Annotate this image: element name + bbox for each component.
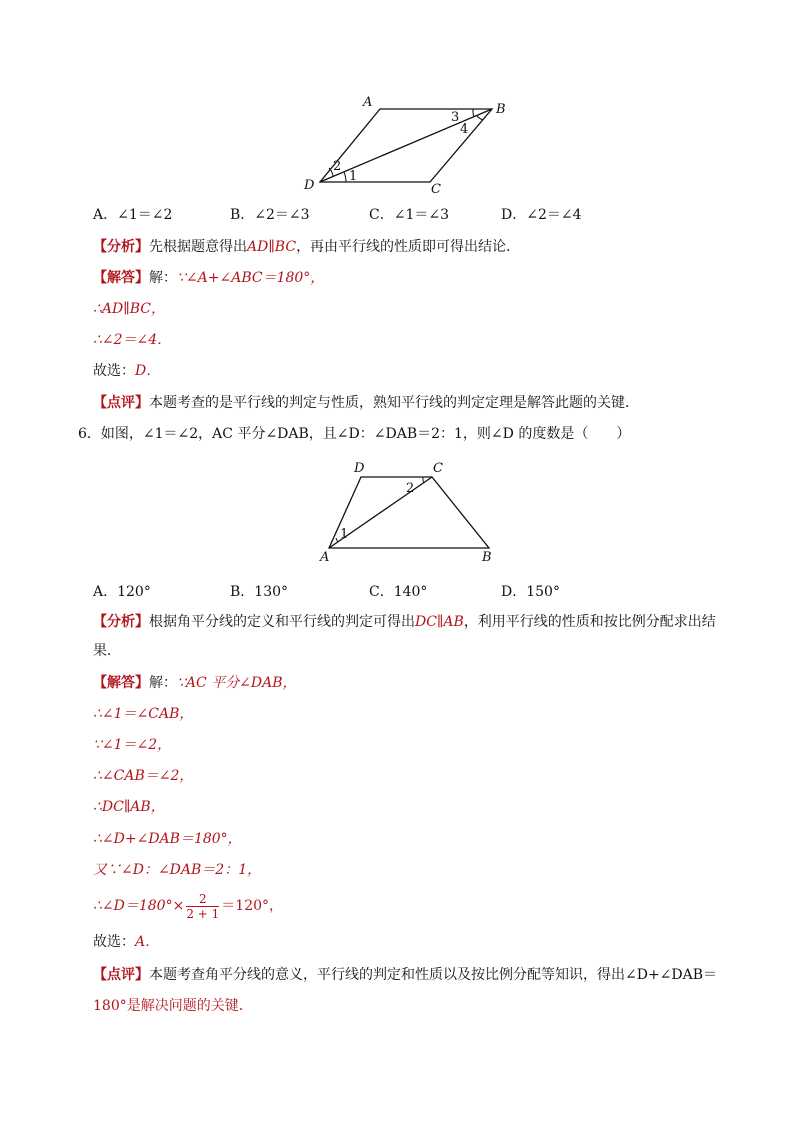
q5-choice-val: D． — [135, 363, 161, 379]
q6-answer-tag: 【解答】 — [93, 675, 149, 691]
q5-answer-tag: 【解答】 — [93, 270, 149, 286]
q5-answer-pre: 解： — [149, 270, 177, 286]
label-angle-2-q6: 2 — [406, 481, 415, 496]
q6-comment-tag: 【点评】 — [93, 967, 149, 983]
q6-question: 6．如图，∠1＝∠2，AC 平分∠DAB，且∠D：∠DAB＝2：1，则∠D 的度数是（ ） — [78, 426, 631, 442]
q6-calc-fraction — [186, 892, 219, 921]
angle-arc-1-q6 — [336, 538, 338, 542]
q6-choice-c: C．140° — [369, 584, 428, 600]
q6-analysis-pre: 根据角平分线的定义和平行线的判定可得出 — [149, 614, 415, 630]
q6-answer-pre: 解： — [149, 675, 177, 691]
q6-calc-num: 2 — [186, 892, 219, 907]
q6-answer-line: ∴∠CAB＝∠2， — [93, 768, 194, 784]
label-a: A — [363, 95, 373, 110]
label-angle-3: 3 — [451, 110, 460, 125]
label-angle-1: 1 — [349, 169, 358, 184]
label-angle-4: 4 — [460, 122, 469, 137]
q5-choice-d: D．∠2＝∠4 — [501, 207, 582, 223]
q6-answer-line: ∴∠1＝∠CAB， — [93, 706, 194, 722]
q6-choice-a: A．120° — [93, 584, 151, 600]
q6-comment — [93, 965, 717, 985]
q5-choice-pre: 故选： — [93, 363, 135, 379]
q6-choice-line — [93, 932, 159, 952]
q6-choice-b: B．130° — [230, 584, 289, 600]
q6-choice-pre: 故选： — [93, 934, 135, 950]
q5-analysis-pre: 先根据题意得出 — [149, 239, 247, 255]
label-angle-1-q6: 1 — [340, 527, 349, 542]
q6-answer-line: ∴∠D+∠DAB＝180°， — [93, 831, 242, 847]
q6-calc-den: 2 + 1 — [186, 906, 220, 921]
label-d-q6: D — [354, 461, 365, 476]
label-a-q6: A — [320, 550, 330, 565]
q5-analysis-math: AD∥BC — [247, 239, 297, 255]
q6-calc-post: ＝120°， — [221, 898, 284, 914]
q6-comment-line2: 180°是解决问题的关键． — [93, 998, 253, 1014]
label-c: C — [431, 182, 441, 197]
q5-analysis-post: ，再由平行线的性质即可得出结论． — [296, 239, 521, 255]
q6-analysis-line2: 果． — [93, 643, 121, 659]
q5-answer-line3: ∴∠2＝∠4． — [93, 332, 172, 348]
q6-analysis-tag: 【分析】 — [93, 614, 149, 630]
q5-choice-a: A．∠1＝∠2 — [93, 207, 173, 223]
q5-answer-line1: ∵∠A+∠ABC＝180°， — [177, 270, 325, 286]
q6-answer-line: ∵∠1＝∠2， — [93, 737, 172, 753]
q6-choice-d: D．150° — [501, 584, 560, 600]
label-b: B — [496, 102, 506, 117]
label-d: D — [304, 178, 315, 193]
q6-analysis-math: DC∥AB — [415, 614, 464, 630]
angle-arc-2-q6 — [423, 477, 424, 483]
q5-analysis-tag: 【分析】 — [93, 239, 149, 255]
q6-choice-val: A． — [135, 934, 160, 950]
q5-choice-c: C．∠1＝∠3 — [369, 207, 449, 223]
q6-calc-pre: ∴∠D＝180°× — [93, 898, 185, 914]
q5-answer-line2: ∴AD∥BC， — [93, 301, 165, 317]
q6-answer-first: ∵AC 平分∠DAB， — [177, 675, 297, 691]
q5-comment-tag: 【点评】 — [93, 395, 149, 411]
q5-choice-b: B．∠2＝∠3 — [230, 207, 310, 223]
q6-answer-head — [93, 673, 297, 693]
q6-analysis-post: ，利用平行线的性质和按比例分配求出结 — [463, 614, 716, 630]
q6-analysis — [93, 612, 716, 632]
label-c-q6: C — [433, 461, 443, 476]
q6-answer-line: ∴DC∥AB， — [93, 799, 165, 815]
label-b-q6: B — [482, 550, 492, 565]
q6-calc — [93, 888, 283, 924]
q5-comment-text: 本题考查的是平行线的判定与性质，熟知平行线的判定定理是解答此题的关键． — [149, 395, 639, 411]
q6-comment-line1: 本题考查角平分线的意义，平行线的判定和性质以及按比例分配等知识，得出∠D+∠DAB＝ — [149, 967, 718, 983]
label-angle-2: 2 — [333, 159, 342, 174]
q6-answer-line: 又∵∠D：∠DAB＝2：1， — [93, 862, 262, 878]
